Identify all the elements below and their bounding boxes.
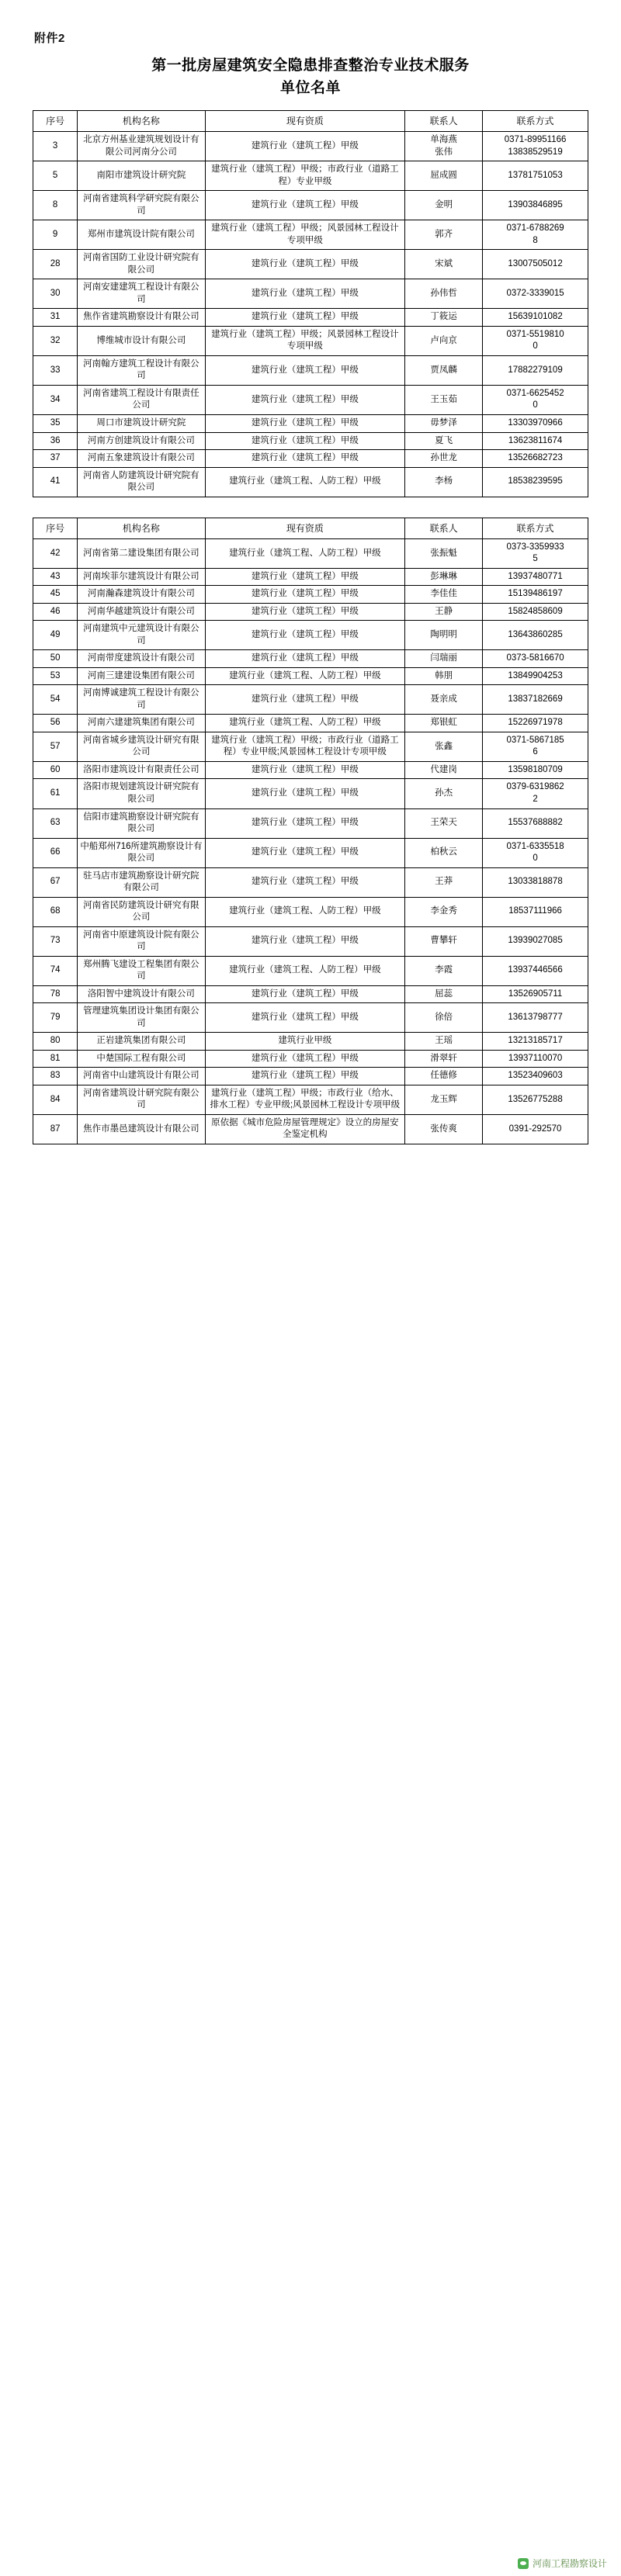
cell-org-name: 信阳市建筑勘察设计研究院有限公司 xyxy=(78,808,205,838)
table-row xyxy=(33,1050,588,1068)
cell-qualification: 建筑行业（建筑工程）甲级 xyxy=(205,621,404,650)
table-row xyxy=(33,326,588,355)
table-body-part1 xyxy=(33,132,588,497)
cell-org-name: 焦作省建筑勘察设计有限公司 xyxy=(78,309,205,327)
cell-contact-info: 13939027085 xyxy=(483,926,588,956)
cell-org-name: 河南翰方建筑工程设计有限公司 xyxy=(78,355,205,385)
cell-qualification: 建筑行业（建筑工程）甲级 xyxy=(205,808,404,838)
table-row xyxy=(33,432,588,450)
table-row xyxy=(33,650,588,668)
column-header-seq: 序号 xyxy=(33,111,78,132)
cell-org-name: 管理建筑集团设计集团有限公司 xyxy=(78,1003,205,1033)
cell-seq: 8 xyxy=(33,191,78,220)
cell-seq: 56 xyxy=(33,715,78,732)
cell-contact-info: 13937110070 xyxy=(483,1050,588,1068)
cell-contact-person: 李霞 xyxy=(405,956,483,985)
page-title-line2: 单位名单 xyxy=(279,79,341,96)
cell-contact-info: 13526682723 xyxy=(483,450,588,468)
cell-contact-info: 0391-292570 xyxy=(483,1114,588,1144)
cell-seq: 80 xyxy=(33,1033,78,1051)
cell-qualification: 建筑行业（建筑工程）甲级 xyxy=(205,838,404,867)
cell-contact-person: 龙玉辉 xyxy=(405,1085,483,1114)
cell-qualification: 建筑行业（建筑工程）甲级 xyxy=(205,586,404,604)
cell-contact-person: 任德修 xyxy=(405,1068,483,1085)
cell-contact-info: 13781751053 xyxy=(483,161,588,191)
cell-org-name: 中船郑州716所建筑勘察设计有限公司 xyxy=(78,838,205,867)
column-header-contact-info: 联系方式 xyxy=(483,518,588,538)
cell-org-name: 焦作市墨邑建筑设计有限公司 xyxy=(78,1114,205,1144)
cell-qualification: 建筑行业（建筑工程、人防工程）甲级 xyxy=(205,715,404,732)
cell-org-name: 南阳市建筑设计研究院 xyxy=(78,161,205,191)
table-row xyxy=(33,732,588,761)
cell-org-name: 河南省城乡建筑设计研究有限公司 xyxy=(78,732,205,761)
cell-seq: 79 xyxy=(33,1003,78,1033)
cell-contact-person: 李杨 xyxy=(405,467,483,497)
cell-contact-info: 18538239595 xyxy=(483,467,588,497)
cell-qualification: 建筑行业（建筑工程）甲级 xyxy=(205,309,404,327)
table-row xyxy=(33,926,588,956)
cell-seq: 83 xyxy=(33,1068,78,1085)
cell-contact-info: 18537111966 xyxy=(483,897,588,926)
table-row xyxy=(33,355,588,385)
cell-seq: 42 xyxy=(33,538,78,568)
cell-seq: 74 xyxy=(33,956,78,985)
table-row xyxy=(33,685,588,715)
cell-contact-info: 0372-3339015 xyxy=(483,279,588,309)
cell-contact-info: 17882279109 xyxy=(483,355,588,385)
cell-qualification: 建筑行业（建筑工程）甲级 xyxy=(205,761,404,779)
page-title-line1: 第一批房屋建筑安全隐患排查整治专业技术服务 xyxy=(151,57,470,74)
footer-label: 河南工程勘察设计 xyxy=(532,2558,607,2569)
cell-qualification: 建筑行业（建筑工程）甲级 xyxy=(205,1068,404,1085)
cell-contact-person: 滑翠轩 xyxy=(405,1050,483,1068)
cell-seq: 34 xyxy=(33,385,78,414)
cell-contact-person: 彭琳琳 xyxy=(405,568,483,586)
cell-contact-info: 0371-6625452 0 xyxy=(483,385,588,414)
cell-contact-info: 13613798777 xyxy=(483,1003,588,1033)
cell-contact-info: 0371-5867185 6 xyxy=(483,732,588,761)
cell-contact-info: 0371-6788269 8 xyxy=(483,220,588,250)
table-row xyxy=(33,1003,588,1033)
cell-qualification: 建筑行业（建筑工程）甲级 xyxy=(205,779,404,808)
cell-contact-info: 15639101082 xyxy=(483,309,588,327)
cell-org-name: 河南六建建筑集团有限公司 xyxy=(78,715,205,732)
cell-org-name: 河南博诚建筑工程设计有限公司 xyxy=(78,685,205,715)
table-row xyxy=(33,568,588,586)
cell-contact-person: 郭齐 xyxy=(405,220,483,250)
cell-contact-person: 屈蕊 xyxy=(405,985,483,1003)
column-header-contact-person: 联系人 xyxy=(405,111,483,132)
table-header-row xyxy=(33,518,588,538)
cell-qualification: 建筑行业（建筑工程）甲级 xyxy=(205,650,404,668)
column-header-contact-person: 联系人 xyxy=(405,518,483,538)
table-row xyxy=(33,897,588,926)
cell-seq: 28 xyxy=(33,250,78,279)
cell-seq: 35 xyxy=(33,414,78,432)
cell-contact-info: 13598180709 xyxy=(483,761,588,779)
cell-contact-person: 王静 xyxy=(405,603,483,621)
cell-seq: 30 xyxy=(33,279,78,309)
cell-contact-info: 0371-89951166 13838529519 xyxy=(483,132,588,161)
cell-seq: 60 xyxy=(33,761,78,779)
cell-qualification: 建筑行业（建筑工程、人防工程）甲级 xyxy=(205,956,404,985)
cell-contact-person: 贾凤麟 xyxy=(405,355,483,385)
service-units-table-part2 xyxy=(33,518,588,1144)
cell-qualification: 建筑行业（建筑工程）甲级 xyxy=(205,1003,404,1033)
table-row xyxy=(33,250,588,279)
cell-contact-info: 0371-5519810 0 xyxy=(483,326,588,355)
cell-seq: 36 xyxy=(33,432,78,450)
cell-seq: 31 xyxy=(33,309,78,327)
cell-org-name: 河南省中山建筑设计有限公司 xyxy=(78,1068,205,1085)
cell-org-name: 河南带度建筑设计有限公司 xyxy=(78,650,205,668)
cell-org-name: 河南省建筑科学研究院有限公司 xyxy=(78,191,205,220)
service-units-table-part1 xyxy=(33,110,588,497)
column-header-qualification: 现有资质 xyxy=(205,518,404,538)
cell-contact-info: 0371-6335518 0 xyxy=(483,838,588,867)
cell-contact-info: 13837182669 xyxy=(483,685,588,715)
table-row xyxy=(33,309,588,327)
column-header-qualification: 现有资质 xyxy=(205,111,404,132)
cell-contact-info: 13526905711 xyxy=(483,985,588,1003)
cell-contact-person: 代建岗 xyxy=(405,761,483,779)
cell-seq: 33 xyxy=(33,355,78,385)
table-row xyxy=(33,867,588,897)
cell-seq: 68 xyxy=(33,897,78,926)
cell-contact-person: 王莽 xyxy=(405,867,483,897)
cell-org-name: 正岩建筑集团有限公司 xyxy=(78,1033,205,1051)
cell-org-name: 河南埃菲尔建筑设计有限公司 xyxy=(78,568,205,586)
table-row xyxy=(33,586,588,604)
table-row xyxy=(33,414,588,432)
table-row xyxy=(33,838,588,867)
cell-org-name: 周口市建筑设计研究院 xyxy=(78,414,205,432)
cell-seq: 45 xyxy=(33,586,78,604)
cell-seq: 50 xyxy=(33,650,78,668)
table-row xyxy=(33,779,588,808)
cell-org-name: 河南方创建筑设计有限公司 xyxy=(78,432,205,450)
cell-qualification: 建筑行业（建筑工程）甲级 xyxy=(205,385,404,414)
cell-org-name: 洛阳市建筑设计有限责任公司 xyxy=(78,761,205,779)
cell-contact-info: 13643860285 xyxy=(483,621,588,650)
cell-org-name: 河南省第二建设集团有限公司 xyxy=(78,538,205,568)
cell-org-name: 河南五象建筑设计有限公司 xyxy=(78,450,205,468)
cell-org-name: 郑州市建筑设计院有限公司 xyxy=(78,220,205,250)
table-row xyxy=(33,621,588,650)
cell-qualification: 建筑行业（建筑工程）甲级 xyxy=(205,867,404,897)
cell-seq: 32 xyxy=(33,326,78,355)
cell-qualification: 建筑行业（建筑工程）甲级 xyxy=(205,132,404,161)
table-row xyxy=(33,450,588,468)
table-row xyxy=(33,761,588,779)
cell-qualification: 建筑行业（建筑工程）甲级 xyxy=(205,568,404,586)
cell-contact-person: 卢向京 xyxy=(405,326,483,355)
cell-qualification: 建筑行业（建筑工程）甲级 xyxy=(205,450,404,468)
cell-seq: 43 xyxy=(33,568,78,586)
table-row xyxy=(33,385,588,414)
cell-contact-info: 15139486197 xyxy=(483,586,588,604)
column-header-org: 机构名称 xyxy=(78,111,205,132)
cell-qualification: 建筑行业（建筑工程）甲级 xyxy=(205,926,404,956)
cell-contact-person: 陶明明 xyxy=(405,621,483,650)
cell-contact-person: 夏飞 xyxy=(405,432,483,450)
cell-org-name: 河南省国防工业设计研究院有限公司 xyxy=(78,250,205,279)
table-row xyxy=(33,808,588,838)
cell-contact-info: 13937446566 xyxy=(483,956,588,985)
cell-seq: 84 xyxy=(33,1085,78,1114)
table-row xyxy=(33,1068,588,1085)
cell-contact-info: 13849904253 xyxy=(483,667,588,685)
cell-qualification: 建筑行业（建筑工程）甲级 xyxy=(205,1050,404,1068)
footer-watermark xyxy=(0,2557,621,2570)
cell-contact-info: 15824858609 xyxy=(483,603,588,621)
table-row xyxy=(33,161,588,191)
cell-seq: 49 xyxy=(33,621,78,650)
cell-contact-person: 韩朋 xyxy=(405,667,483,685)
cell-contact-info: 13303970966 xyxy=(483,414,588,432)
column-header-seq: 序号 xyxy=(33,518,78,538)
cell-contact-person: 张鑫 xyxy=(405,732,483,761)
cell-contact-info: 0373-3359933 5 xyxy=(483,538,588,568)
cell-contact-person: 郑银虹 xyxy=(405,715,483,732)
table-row xyxy=(33,220,588,250)
cell-contact-info: 13937480771 xyxy=(483,568,588,586)
table-row xyxy=(33,603,588,621)
table-row xyxy=(33,132,588,161)
cell-contact-person: 李金秀 xyxy=(405,897,483,926)
cell-org-name: 郑州腾飞建设工程集团有限公司 xyxy=(78,956,205,985)
cell-contact-info: 15226971978 xyxy=(483,715,588,732)
column-header-contact-info: 联系方式 xyxy=(483,111,588,132)
cell-contact-info: 15537688882 xyxy=(483,808,588,838)
cell-contact-person: 王瑶 xyxy=(405,1033,483,1051)
cell-org-name: 洛阳智中建筑设计有限公司 xyxy=(78,985,205,1003)
cell-contact-person: 丁筱运 xyxy=(405,309,483,327)
cell-qualification: 建筑行业（建筑工程）甲级 xyxy=(205,985,404,1003)
cell-qualification: 建筑行业（建筑工程）甲级 xyxy=(205,191,404,220)
cell-seq: 73 xyxy=(33,926,78,956)
table-body-part2 xyxy=(33,538,588,1144)
cell-org-name: 博维城市设计有限公司 xyxy=(78,326,205,355)
cell-org-name: 河南三建建设集团有限公司 xyxy=(78,667,205,685)
page-title xyxy=(33,55,588,99)
cell-contact-person: 张振魁 xyxy=(405,538,483,568)
cell-org-name: 河南省建筑工程设计有限责任公司 xyxy=(78,385,205,414)
cell-contact-person: 孙伟哲 xyxy=(405,279,483,309)
cell-qualification: 建筑行业（建筑工程、人防工程）甲级 xyxy=(205,538,404,568)
cell-qualification: 建筑行业（建筑工程）甲级；市政行业（道路工程）专业甲级;风景园林工程设计专项甲级 xyxy=(205,732,404,761)
cell-qualification: 原依据《城市危险房屋管理规定》设立的房屋安全鉴定机构 xyxy=(205,1114,404,1144)
cell-qualification: 建筑行业（建筑工程）甲级 xyxy=(205,250,404,279)
cell-contact-person: 闫瑞丽 xyxy=(405,650,483,668)
cell-seq: 81 xyxy=(33,1050,78,1068)
cell-qualification: 建筑行业（建筑工程）甲级 xyxy=(205,685,404,715)
table-row xyxy=(33,1033,588,1051)
cell-qualification: 建筑行业（建筑工程、人防工程）甲级 xyxy=(205,897,404,926)
cell-contact-info: 13523409603 xyxy=(483,1068,588,1085)
cell-seq: 9 xyxy=(33,220,78,250)
cell-contact-info: 0373-5816670 xyxy=(483,650,588,668)
cell-seq: 5 xyxy=(33,161,78,191)
table-row xyxy=(33,191,588,220)
cell-contact-person: 张传爽 xyxy=(405,1114,483,1144)
cell-contact-person: 王荣天 xyxy=(405,808,483,838)
cell-contact-info: 13213185717 xyxy=(483,1033,588,1051)
cell-qualification: 建筑行业（建筑工程）甲级；风景园林工程设计专项甲级 xyxy=(205,326,404,355)
table-row xyxy=(33,1085,588,1114)
cell-qualification: 建筑行业（建筑工程、人防工程）甲级 xyxy=(205,667,404,685)
cell-org-name: 河南省中原建筑设计院有限公司 xyxy=(78,926,205,956)
wechat-icon xyxy=(518,2558,529,2569)
cell-contact-person: 单海燕 张伟 xyxy=(405,132,483,161)
cell-contact-info: 13007505012 xyxy=(483,250,588,279)
table-row xyxy=(33,279,588,309)
cell-contact-info: 13623811674 xyxy=(483,432,588,450)
cell-org-name: 河南瀚森建筑设计有限公司 xyxy=(78,586,205,604)
cell-seq: 61 xyxy=(33,779,78,808)
cell-org-name: 河南省建筑设计研究院有限公司 xyxy=(78,1085,205,1114)
cell-seq: 37 xyxy=(33,450,78,468)
cell-org-name: 河南安建建筑工程设计有限公司 xyxy=(78,279,205,309)
cell-contact-person: 王玉茹 xyxy=(405,385,483,414)
cell-seq: 46 xyxy=(33,603,78,621)
cell-qualification: 建筑行业（建筑工程）甲级 xyxy=(205,603,404,621)
cell-contact-person: 金明 xyxy=(405,191,483,220)
cell-qualification: 建筑行业（建筑工程）甲级 xyxy=(205,432,404,450)
cell-contact-person: 徐倍 xyxy=(405,1003,483,1033)
cell-contact-person: 柏秋云 xyxy=(405,838,483,867)
table-row xyxy=(33,956,588,985)
cell-seq: 87 xyxy=(33,1114,78,1144)
cell-contact-person: 聂亲成 xyxy=(405,685,483,715)
cell-seq: 78 xyxy=(33,985,78,1003)
cell-contact-info: 0379-6319862 2 xyxy=(483,779,588,808)
cell-org-name: 洛阳市规划建筑设计研究院有限公司 xyxy=(78,779,205,808)
cell-contact-person: 孙世龙 xyxy=(405,450,483,468)
cell-qualification: 建筑行业甲级 xyxy=(205,1033,404,1051)
cell-contact-info: 13526775288 xyxy=(483,1085,588,1114)
table-row xyxy=(33,467,588,497)
cell-seq: 66 xyxy=(33,838,78,867)
table-row xyxy=(33,667,588,685)
table-row xyxy=(33,985,588,1003)
cell-seq: 3 xyxy=(33,132,78,161)
cell-org-name: 河南华越建筑设计有限公司 xyxy=(78,603,205,621)
cell-org-name: 河南省人防建筑设计研究院有限公司 xyxy=(78,467,205,497)
cell-qualification: 建筑行业（建筑工程）甲级 xyxy=(205,414,404,432)
cell-org-name: 河南省民防建筑设计研究有限公司 xyxy=(78,897,205,926)
cell-qualification: 建筑行业（建筑工程）甲级 xyxy=(205,279,404,309)
cell-qualification: 建筑行业（建筑工程）甲级 xyxy=(205,355,404,385)
cell-qualification: 建筑行业（建筑工程）甲级；市政行业（给水、排水工程）专业甲级;风景园林工程设计专项甲级 xyxy=(205,1085,404,1114)
table-row xyxy=(33,1114,588,1144)
cell-qualification: 建筑行业（建筑工程）甲级；风景园林工程设计专项甲级 xyxy=(205,220,404,250)
cell-org-name: 中楚国际工程有限公司 xyxy=(78,1050,205,1068)
attachment-label: 附件2 xyxy=(34,32,65,45)
cell-org-name: 河南建筑中元建筑设计有限公司 xyxy=(78,621,205,650)
cell-contact-info: 13903846895 xyxy=(483,191,588,220)
cell-org-name: 驻马店市建筑勘察设计研究院有限公司 xyxy=(78,867,205,897)
cell-contact-person: 宋斌 xyxy=(405,250,483,279)
cell-seq: 63 xyxy=(33,808,78,838)
cell-contact-person: 李佳佳 xyxy=(405,586,483,604)
cell-contact-person: 曹攀轩 xyxy=(405,926,483,956)
cell-org-name: 北京方州基业建筑规划设计有限公司河南分公司 xyxy=(78,132,205,161)
cell-seq: 41 xyxy=(33,467,78,497)
table-row xyxy=(33,715,588,732)
cell-seq: 53 xyxy=(33,667,78,685)
cell-seq: 54 xyxy=(33,685,78,715)
table-header-row xyxy=(33,111,588,132)
cell-qualification: 建筑行业（建筑工程）甲级；市政行业（道路工程）专业甲级 xyxy=(205,161,404,191)
cell-qualification: 建筑行业（建筑工程、人防工程）甲级 xyxy=(205,467,404,497)
cell-contact-person: 屈成圆 xyxy=(405,161,483,191)
column-header-org: 机构名称 xyxy=(78,518,205,538)
table-row xyxy=(33,538,588,568)
cell-seq: 57 xyxy=(33,732,78,761)
cell-contact-person: 孙杰 xyxy=(405,779,483,808)
cell-contact-person: 毋梦泽 xyxy=(405,414,483,432)
cell-seq: 67 xyxy=(33,867,78,897)
cell-contact-info: 13033818878 xyxy=(483,867,588,897)
